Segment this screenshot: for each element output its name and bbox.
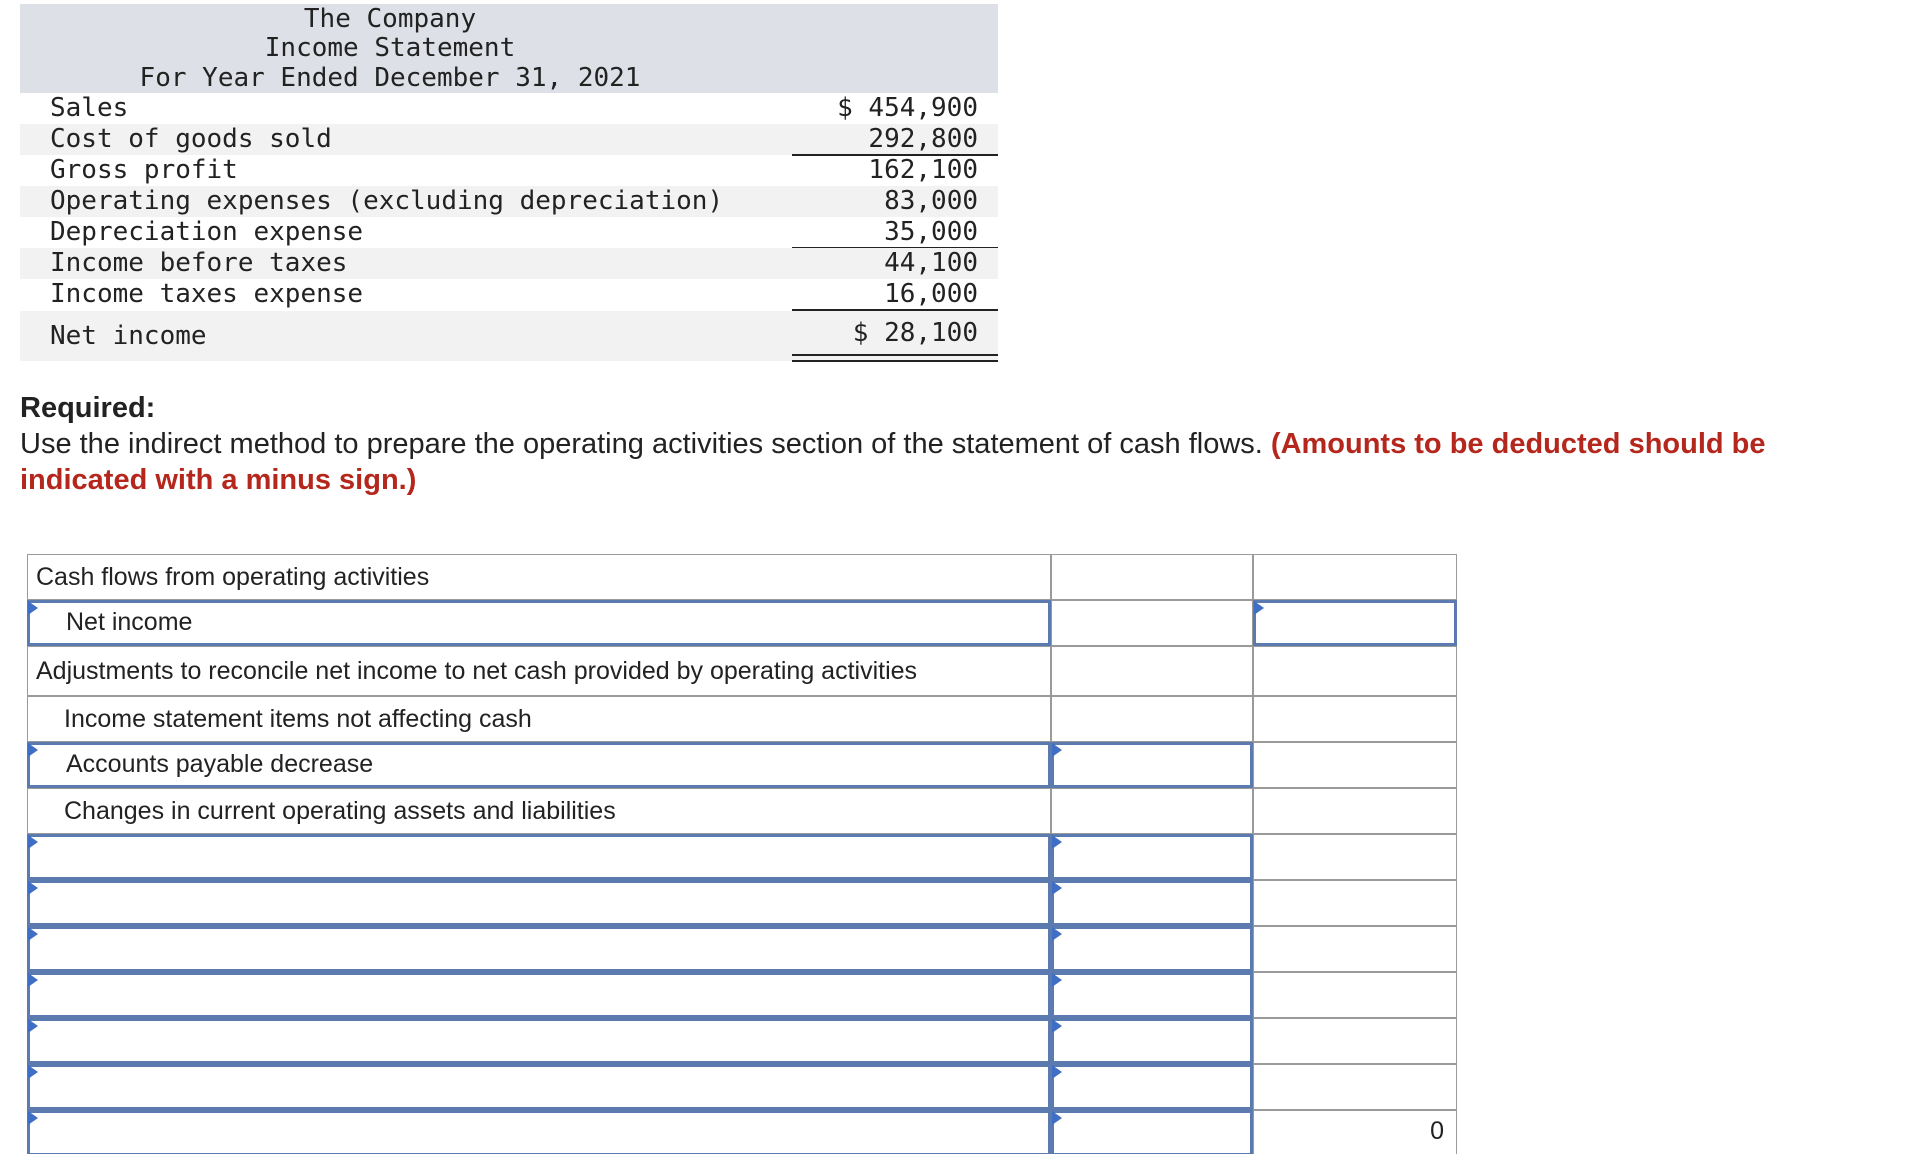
total-cell: [1253, 972, 1457, 1018]
company-name: The Company: [303, 4, 477, 34]
stmt-amount: 292,800: [868, 124, 978, 154]
row-label: Cash flows from operating activities: [36, 563, 430, 591]
label-cell: [27, 788, 1051, 834]
stmt-row-income-before-taxes: [20, 248, 998, 279]
worksheet-row: [27, 600, 1457, 646]
row-label: Changes in current operating assets and liabilities: [64, 797, 616, 825]
amount-cell: [1051, 696, 1253, 742]
dropdown-flag-icon: [1254, 601, 1264, 615]
dropdown-flag-icon: [28, 973, 38, 987]
label-select[interactable]: [27, 1064, 1051, 1110]
amount-input[interactable]: [1051, 972, 1253, 1018]
total-cell: [1253, 1018, 1457, 1064]
stmt-label: Cost of goods sold: [50, 124, 332, 154]
dropdown-flag-icon: [1052, 1111, 1062, 1125]
dropdown-flag-icon: [28, 601, 38, 615]
row-label: Adjustments to reconcile net income to net cash provided by operating activities: [36, 657, 918, 685]
label-cell: [27, 696, 1051, 742]
amount-cell: [1051, 788, 1253, 834]
stmt-label: Sales: [50, 93, 129, 123]
statement-header: [20, 4, 998, 93]
dropdown-flag-icon: [28, 881, 38, 895]
total-cell: [1253, 1064, 1457, 1110]
worksheet-row: [27, 926, 1457, 972]
amount-input[interactable]: [1051, 834, 1253, 880]
statement-title: Income Statement: [264, 33, 516, 63]
worksheet-row: [27, 972, 1457, 1018]
worksheet-row: [27, 696, 1457, 742]
stmt-amount: 35,000: [884, 217, 978, 247]
worksheet-row: [27, 880, 1457, 926]
total-cell: [1253, 696, 1457, 742]
statement-period: For Year Ended December 31, 2021: [139, 63, 641, 93]
total-cell: [1253, 834, 1457, 880]
total-double-rule: [792, 354, 998, 362]
amount-cell: [1051, 554, 1253, 600]
dropdown-flag-icon: [1052, 1019, 1062, 1033]
label-select[interactable]: [27, 926, 1051, 972]
label-select[interactable]: [27, 1018, 1051, 1064]
dropdown-flag-icon: [1052, 743, 1062, 757]
stmt-row-depreciation: [20, 217, 998, 248]
stmt-amount: 83,000: [884, 186, 978, 216]
dropdown-flag-icon: [1052, 881, 1062, 895]
row-label: Accounts payable decrease: [66, 750, 374, 778]
stmt-label: Depreciation expense: [50, 217, 364, 247]
label-select[interactable]: [27, 834, 1051, 880]
dropdown-flag-icon: [1052, 835, 1062, 849]
row-label: Income statement items not affecting cash: [64, 705, 532, 733]
dropdown-flag-icon: [28, 927, 38, 941]
required-note: (Amounts to be deducted should be indicated with a minus sign.): [20, 428, 1766, 496]
amount-cell: [1051, 646, 1253, 696]
net-cash-total: 0: [1430, 1117, 1444, 1145]
stmt-label: Income before taxes: [50, 248, 348, 278]
total-cell: [1253, 926, 1457, 972]
stmt-row-cogs: [20, 124, 998, 155]
required-section: [20, 390, 1900, 498]
stmt-label: Income taxes expense: [50, 279, 364, 309]
worksheet-row: [27, 1018, 1457, 1064]
amount-input[interactable]: [1051, 926, 1253, 972]
label-select[interactable]: [27, 1110, 1051, 1154]
dropdown-flag-icon: [1052, 927, 1062, 941]
label-select[interactable]: [27, 600, 1051, 646]
row-label: Net income: [66, 608, 193, 636]
stmt-amount: $ 28,100: [852, 318, 978, 348]
dropdown-flag-icon: [28, 1019, 38, 1033]
worksheet-row: [27, 1110, 1457, 1154]
worksheet-row: [27, 742, 1457, 788]
worksheet-row: [27, 834, 1457, 880]
total-cell: [1253, 880, 1457, 926]
worksheet-row: [27, 788, 1457, 834]
total-cell: [1253, 646, 1457, 696]
worksheet-row: [27, 646, 1457, 696]
label-select[interactable]: [27, 880, 1051, 926]
total-cell: [1253, 742, 1457, 788]
stmt-amount: 44,100: [884, 248, 978, 278]
stmt-row-income-taxes: [20, 279, 998, 310]
cash-flow-worksheet: [27, 554, 1457, 1154]
total-cell: [1253, 554, 1457, 600]
stmt-amount: 16,000: [884, 279, 978, 309]
total-input[interactable]: [1253, 600, 1457, 646]
stmt-row-gross-profit: [20, 155, 998, 186]
stmt-label: Gross profit: [50, 155, 238, 185]
net-cash-total-cell: [1253, 1110, 1457, 1154]
dropdown-flag-icon: [1052, 1065, 1062, 1079]
label-select[interactable]: [27, 742, 1051, 788]
label-select[interactable]: [27, 972, 1051, 1018]
stmt-amount: $ 454,900: [837, 93, 978, 123]
dropdown-flag-icon: [28, 743, 38, 757]
dropdown-flag-icon: [1052, 973, 1062, 987]
dropdown-flag-icon: [28, 835, 38, 849]
worksheet-row: [27, 1064, 1457, 1110]
required-instruction: Use the indirect method to prepare the operating activities section of the statement of cash flows.: [20, 428, 1263, 460]
amount-cell: [1051, 600, 1253, 646]
label-cell: [27, 554, 1051, 600]
required-title: Required:: [20, 392, 156, 424]
stmt-row-sales: [20, 93, 998, 124]
stmt-row-operating-expenses: [20, 186, 998, 217]
amount-input[interactable]: [1051, 1064, 1253, 1110]
amount-input[interactable]: [1051, 880, 1253, 926]
amount-input[interactable]: [1051, 1018, 1253, 1064]
dropdown-flag-icon: [28, 1111, 38, 1125]
dropdown-flag-icon: [28, 1065, 38, 1079]
label-cell: [27, 646, 1051, 696]
stmt-label: Operating expenses (excluding depreciation): [50, 186, 724, 216]
total-cell: [1253, 788, 1457, 834]
stmt-amount: 162,100: [868, 155, 978, 185]
amount-input[interactable]: [1051, 1110, 1253, 1154]
worksheet-row: [27, 554, 1457, 600]
stmt-label: Net income: [50, 321, 207, 351]
amount-input[interactable]: [1051, 742, 1253, 788]
income-statement: [20, 4, 998, 351]
